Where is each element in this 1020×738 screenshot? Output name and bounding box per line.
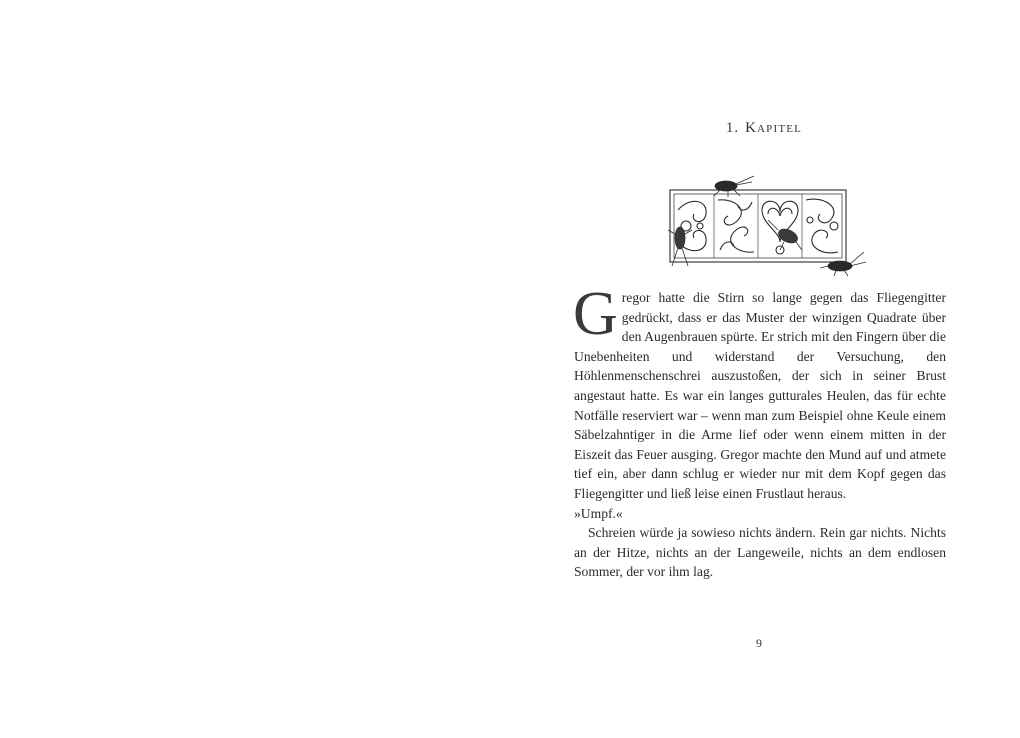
chapter-title-initial: K	[745, 120, 757, 136]
chapter-text	[573, 280, 946, 582]
paragraph-1	[573, 280, 946, 504]
paragraph-2: »Umpf.«	[574, 505, 623, 521]
chapter-heading	[684, 120, 844, 137]
ornamental-grille-with-cockroaches-icon	[650, 170, 870, 280]
drop-cap: G	[573, 280, 618, 348]
page-number: 9	[756, 636, 762, 650]
chapter-number: 1.	[725, 120, 740, 136]
right-page	[510, 0, 1020, 738]
paragraph-1-text: regor hatte die Stirn so lange gegen das Fliegengitter gedrückt, dass er das Muster der winzigen Quadrate über den Augenbrauen spürte. Er strich mit den Fingern über die Unebenheiten und widerstand der Versuchung, den Höhlenmenschenschrei auszustoßen, der sich in seiner Brust angestaut hatte. Es war ein langes gutturales Heulen, das für echte Notfälle reserviert war – wenn man zum Beispiel ohne Keule einem Säbelzahntiger in die Arme lief oder wenn einem mitten in der Eiszeit das Feuer ausging. Gregor machte den Mund auf und atmete tief ein, aber dann schlug er wieder nur mit dem Kopf gegen das Fliegengitter und ließ leise einen Frustlaut heraus.	[574, 290, 946, 501]
chapter-title-rest: APITEL	[757, 123, 803, 135]
paragraph-3: Schreien würde ja sowieso nichts ändern. Rein gar nichts. Nichts an der Hitze, nichts an der Langeweile, nichts an dem endlosen Sommer, der vor ihm lag.	[574, 525, 946, 580]
